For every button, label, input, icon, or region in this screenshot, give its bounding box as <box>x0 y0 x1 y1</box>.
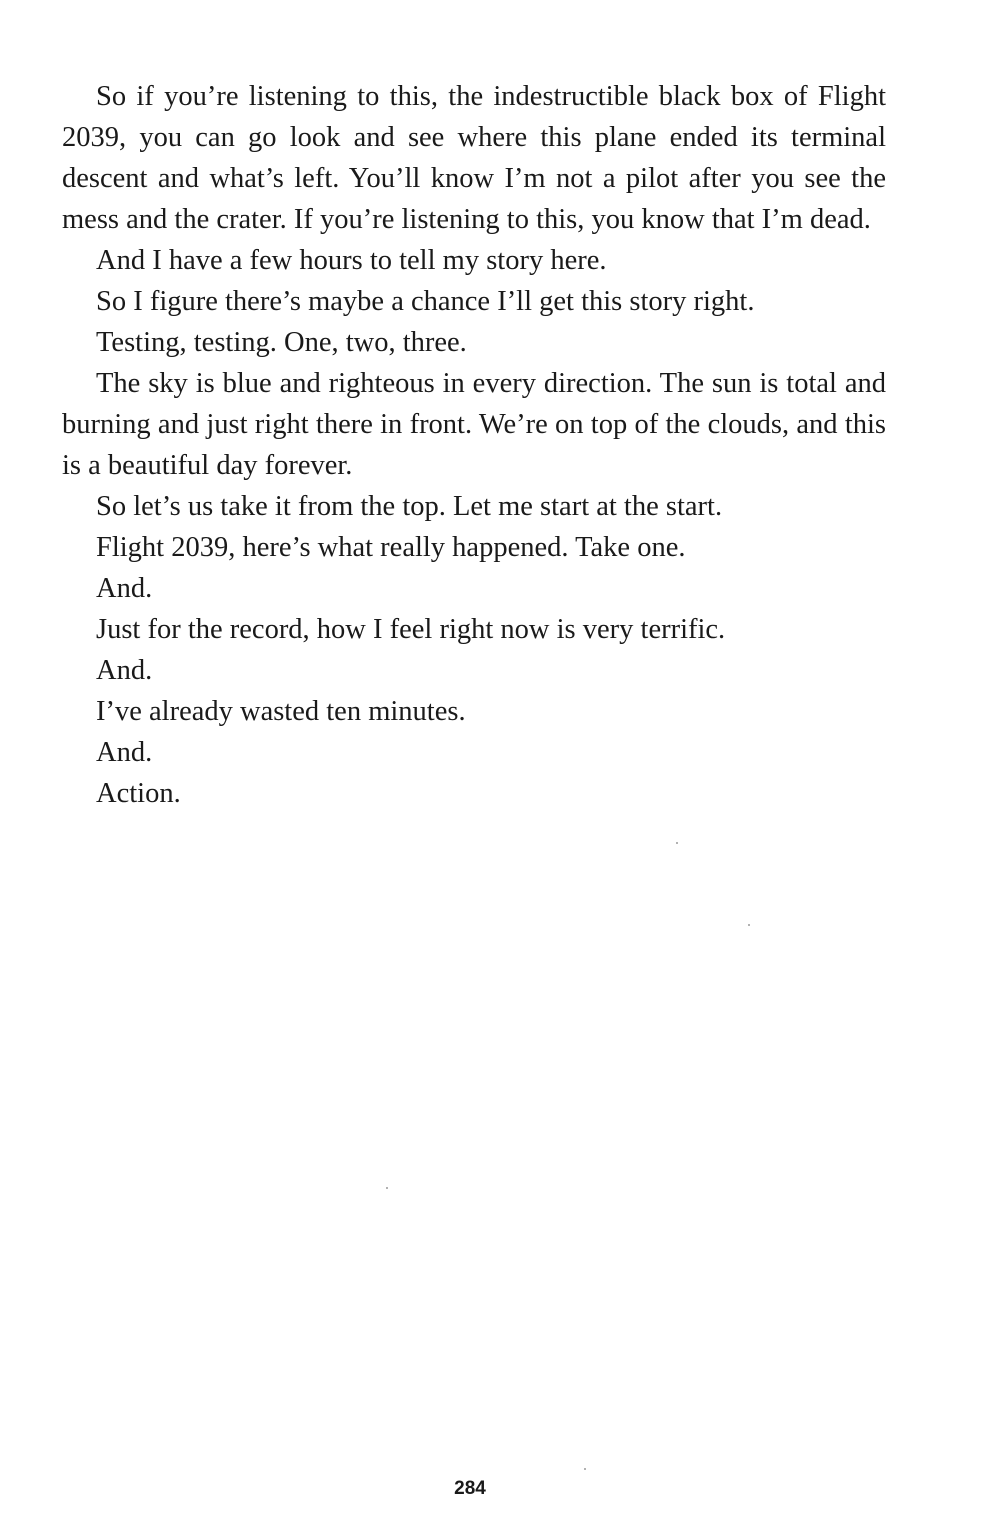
scan-speck <box>748 924 750 926</box>
paragraph-1: So if you’re listening to this, the indestructible black box of Flight 2039, you can go look and see where this plane ended its terminal descent and what’s left. You’ll know I’m not a pilot after you see the mess and the crater. If you’re listening to this, you know that I’m dead. <box>62 81 886 235</box>
paragraph-7: Flight 2039, here’s what really happened. Take one. <box>96 532 686 563</box>
body-text <box>62 76 886 814</box>
paragraph-2: And I have a few hours to tell my story here. <box>96 245 607 276</box>
paragraph-8: And. <box>96 573 153 604</box>
paragraph-5: The sky is blue and righteous in every direction. The sun is total and burning and just right there in front. We’re on top of the clouds, and this is a beautiful day forever. <box>62 368 886 481</box>
paragraph-11: I’ve already wasted ten minutes. <box>96 696 466 727</box>
paragraph-3: So I figure there’s maybe a chance I’ll get this story right. <box>96 286 755 317</box>
page-number: 284 <box>454 1478 486 1499</box>
paragraph-10: And. <box>96 655 153 686</box>
paragraph-9: Just for the record, how I feel right now is very terrific. <box>96 614 726 645</box>
paragraph-4: Testing, testing. One, two, three. <box>96 327 467 358</box>
scan-speck <box>386 1187 388 1189</box>
scan-speck <box>676 842 678 844</box>
paragraph-12: And. <box>96 737 153 768</box>
paragraph-13: Action. <box>96 778 181 809</box>
scan-speck <box>584 1468 586 1470</box>
paragraph-6: So let’s us take it from the top. Let me start at the start. <box>96 491 723 522</box>
